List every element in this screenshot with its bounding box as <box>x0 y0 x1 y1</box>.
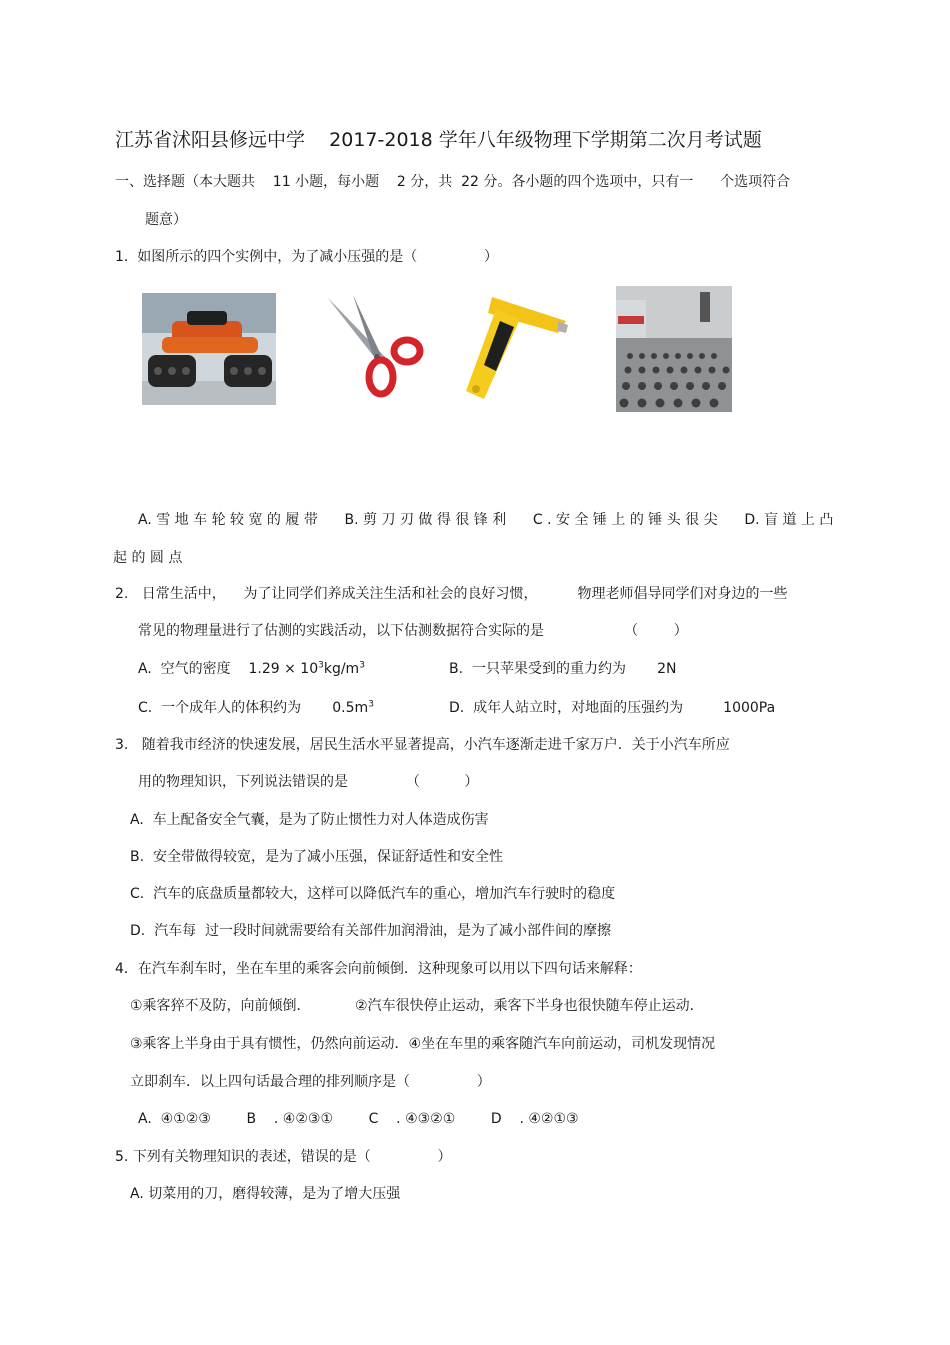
q2-option-c: C. 一个成年人的体积约为 $0.5m^3$ <box>138 699 374 716</box>
q3-option-b: B. 安全带做得较宽，是为了减小压强，保证舒适性和安全性 <box>130 849 503 865</box>
safety-hammer-image <box>462 293 570 405</box>
q3-option-d: D. 汽车每 过一段时间就需要给有关部件加润滑油，是为了减小部件间的摩擦 <box>130 923 612 939</box>
q2-stem-cont: 常见的物理量进行了估测的实践活动，以下估测数据符合实际的是 （ ） <box>138 623 688 639</box>
q5-option-a: A. 切菜用的刀，磨得较薄，是为了增大压强 <box>130 1186 401 1202</box>
q1-stem: 1. 如图所示的四个实例中，为了减小压强的是（ ） <box>115 249 499 265</box>
q3-option-a: A. 车上配备安全气囊，是为了防止惯性力对人体造成伤害 <box>130 812 489 828</box>
snowmobile-image <box>142 293 276 405</box>
q3-stem: 3. 随着我市经济的快速发展，居民生活水平显著提高，小汽车逐渐走进千家万户．关于小汽车所应 <box>115 737 730 753</box>
section-heading-cont: 题意） <box>145 212 187 228</box>
tactile-paving-image <box>616 286 732 412</box>
q1-options: A. 雪 地 车 轮 较 宽 的 履 带 B. 剪 刀 刃 做 得 很 锋 利 C . 安 全 锤 上 的 锤 头 很 尖 D. 盲 道 上 凸 <box>138 512 834 528</box>
q4-statement-3: 立即刹车．以上四句话最合理的排列顺序是（ ） <box>130 1074 491 1090</box>
q4-options: A. ④①②③ B . ④②③① C . ④③②① D . ④②①③ <box>138 1111 579 1127</box>
q4-statement-2: ③乘客上半身由于具有惯性，仍然向前运动．④坐在车里的乘客随汽车向前运动，司机发现情况 <box>130 1036 716 1052</box>
q2-option-b: B. 一只苹果受到的重力约为 2N <box>449 661 677 677</box>
q4-statement-1: ①乘客猝不及防，向前倾倒． ②汽车很快停止运动，乘客下半身也很快随车停止运动． <box>130 998 704 1014</box>
q4-stem: 4．在汽车刹车时，坐在车里的乘客会向前倾倒．这种现象可以用以下四句话来解释： <box>115 961 642 977</box>
section-heading: 一、选择题（本大题共 11 小题，每小题 2 分，共 22 分。各小题的四个选项中，只有一 个选项符合 <box>115 174 791 190</box>
scissors-image <box>323 293 425 401</box>
q3-stem-cont: 用的物理知识，下列说法错误的是 （ ） <box>138 774 479 790</box>
page-title: 江苏省沭阳县修远中学 2017-2018 学年八年级物理下学期第二次月考试题 <box>115 129 762 151</box>
q5-stem: 5. 下列有关物理知识的表述，错误的是（ ） <box>115 1149 452 1165</box>
q3-option-c: C. 汽车的底盘质量都较大，这样可以降低汽车的重心，增加汽车行驶时的稳度 <box>130 886 616 902</box>
q2-stem: 2. 日常生活中， 为了让同学们养成关注生活和社会的良好习惯， 物理老师倡导同学们对身边的一些 <box>115 586 788 602</box>
q1-options-cont: 起 的 圆 点 <box>113 550 183 566</box>
q2-option-a: A. 空气的密度 $1.29 \times 10^3kg/m^3$ <box>138 660 365 677</box>
q2-option-d: D. 成年人站立时，对地面的压强约为 1000Pa <box>449 700 776 716</box>
